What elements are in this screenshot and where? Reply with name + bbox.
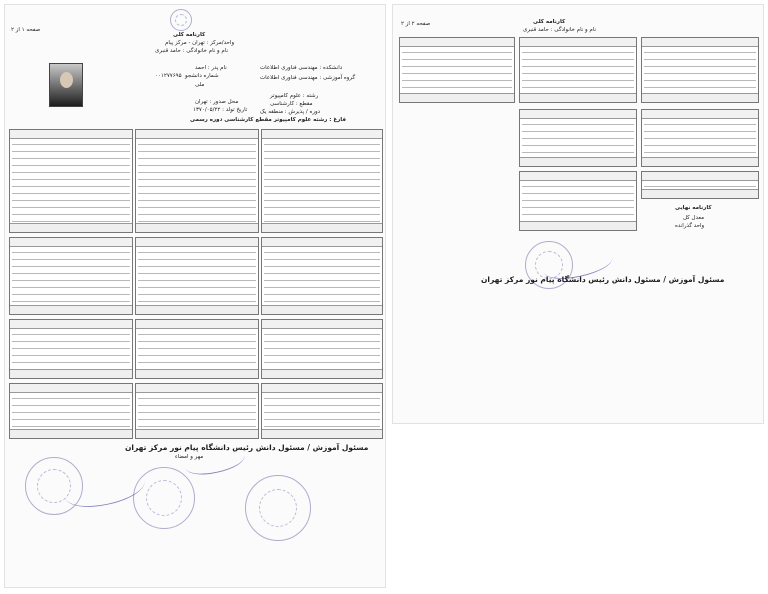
- semester-block: [519, 109, 637, 167]
- summary-average: معدل کل: [683, 215, 705, 221]
- footer-signature: مسئول آموزش / مسئول دانش رئیس دانشگاه پیام نور مرکز تهران: [481, 275, 725, 284]
- semester-block: [641, 171, 759, 199]
- birthdate: تاریخ تولد : ۱۳۷۰/۰۵/۲۲: [193, 107, 248, 113]
- student-id-label: شماره دانشجو: [185, 73, 219, 79]
- semester-block: [9, 129, 133, 233]
- semester-block: [261, 129, 383, 233]
- semester-block: [135, 319, 259, 379]
- university-seal: [170, 9, 192, 31]
- semester-block: [9, 383, 133, 439]
- semester-block: [519, 171, 637, 231]
- left-page: [4, 4, 386, 588]
- stamp: [133, 467, 195, 529]
- page-number: صفحه ۲ از ۲: [401, 21, 431, 27]
- header-title: کارنامه کلی: [173, 32, 206, 38]
- semester-block: [641, 109, 759, 167]
- semester-block: [261, 383, 383, 439]
- header-title: کارنامه کلی: [533, 19, 566, 25]
- header-sub2: نام و نام خانوادگی : حامد قنبری: [155, 48, 229, 54]
- field: رشته : علوم کامپیوتر: [270, 93, 319, 99]
- semester-block: [135, 129, 259, 233]
- header-sub: واحد/مرکز : تهران - مرکز پیام: [165, 40, 235, 46]
- footer-note: مهر و امضاء: [175, 454, 204, 460]
- student-id: ۰۰۱۲۷۷۶۹۵: [155, 73, 182, 79]
- semester-block: [641, 37, 759, 103]
- nationality: ملی: [195, 82, 205, 88]
- semester-block: [9, 237, 133, 315]
- semester-block: [135, 383, 259, 439]
- semester-block: [519, 37, 637, 103]
- header-sub: نام و نام خانوادگی : حامد قنبری: [523, 27, 597, 33]
- level: مقطع : کارشناسی: [270, 101, 313, 107]
- page-number: صفحه ۱ از ۲: [11, 27, 41, 33]
- semester-block: [399, 37, 515, 103]
- footer-signature: مسئول آموزش / مسئول دانش رئیس دانشگاه پیام نور مرکز تهران: [125, 443, 369, 452]
- semester-block: [261, 237, 383, 315]
- right-page: [392, 4, 764, 424]
- semester-block: [261, 319, 383, 379]
- father-name: نام پدر : احمد: [195, 65, 227, 71]
- entry: دوره / پذیرش : منطقه یک: [260, 109, 321, 115]
- program: فارغ : رشته علوم کامپیوتر مقطع کارشناسی دوره رسمی: [190, 117, 346, 123]
- summary-title: کارنامه نهایی: [675, 205, 712, 211]
- student-photo: [49, 63, 83, 107]
- stamp: [245, 475, 311, 541]
- college: دانشکده : مهندسی فناوری اطلاعات: [260, 65, 343, 71]
- semester-block: [9, 319, 133, 379]
- semester-block: [135, 237, 259, 315]
- birthplace: محل صدور : تهران: [195, 99, 239, 105]
- department: گروه آموزشی : مهندسی فناوری اطلاعات: [260, 75, 356, 81]
- summary-units: واحد گذرانده: [675, 223, 705, 229]
